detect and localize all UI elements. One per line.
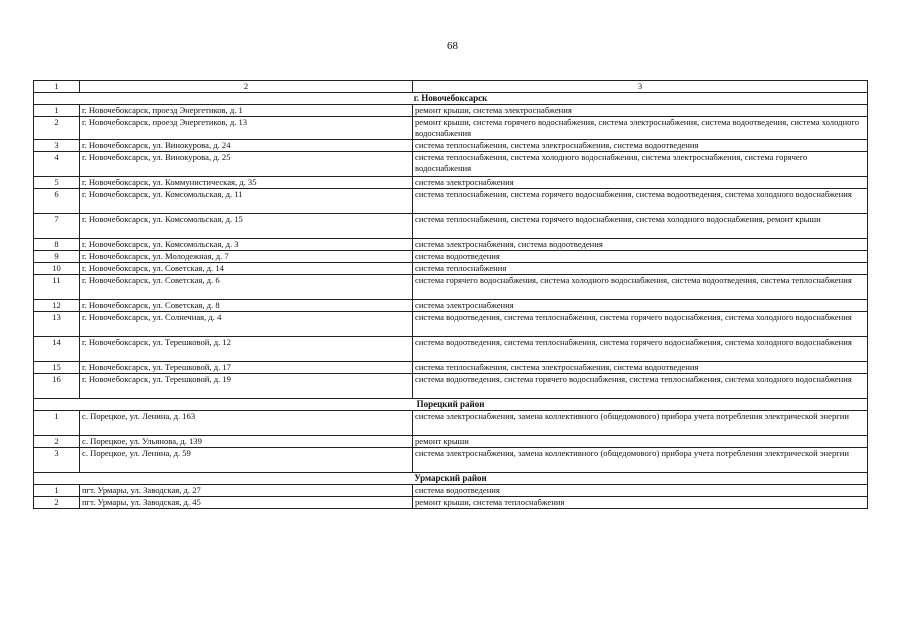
row-address: г. Новочебоксарск, ул. Комсомольская, д. 11	[80, 189, 413, 214]
header-cell-1: 1	[34, 81, 80, 93]
row-works: система теплоснабжения, система электроснабжения, система водоотведения	[413, 140, 868, 152]
table-row	[34, 214, 868, 239]
table-row	[34, 275, 868, 300]
row-number: 14	[34, 337, 80, 362]
row-address: г. Новочебоксарск, ул. Терешковой, д. 12	[80, 337, 413, 362]
table-row	[34, 239, 868, 251]
row-works: система водоотведения	[413, 485, 868, 497]
row-number: 15	[34, 362, 80, 374]
table-row	[34, 485, 868, 497]
row-works: ремонт крыши, система теплоснабжения	[413, 497, 868, 509]
row-works: система водоотведения, система теплоснабжения, система горячего водоснабжения, система холодного водоснабжения	[413, 312, 868, 337]
row-number: 4	[34, 152, 80, 177]
section-title: г. Новочебоксарск	[34, 93, 868, 105]
row-number: 13	[34, 312, 80, 337]
row-address: г. Новочебоксарск, ул. Комсомольская, д. 3	[80, 239, 413, 251]
row-number: 16	[34, 374, 80, 399]
row-number: 7	[34, 214, 80, 239]
row-address: г. Новочебоксарск, ул. Советская, д. 14	[80, 263, 413, 275]
row-number: 11	[34, 275, 80, 300]
row-works: система теплоснабжения	[413, 263, 868, 275]
table-row	[34, 312, 868, 337]
section-title: Порецкий район	[34, 399, 868, 411]
row-address: г. Новочебоксарск, ул. Коммунистическая, д. 35	[80, 177, 413, 189]
row-address: г. Новочебоксарск, ул. Комсомольская, д. 15	[80, 214, 413, 239]
row-address: пгт. Урмары, ул. Заводская, д. 27	[80, 485, 413, 497]
row-address: пгт. Урмары, ул. Заводская, д. 45	[80, 497, 413, 509]
table-row	[34, 448, 868, 473]
row-works: система водоотведения, система теплоснабжения, система горячего водоснабжения, система холодного водоснабжения	[413, 337, 868, 362]
row-number: 3	[34, 448, 80, 473]
header-cell-2: 2	[80, 81, 413, 93]
row-works: ремонт крыши, система горячего водоснабжения, система электроснабжения, система водоотведения, система холодного водоснабжения	[413, 117, 868, 140]
table-row	[34, 497, 868, 509]
row-address: г. Новочебоксарск, ул. Советская, д. 8	[80, 300, 413, 312]
table-row	[34, 362, 868, 374]
row-number: 1	[34, 485, 80, 497]
row-number: 1	[34, 411, 80, 436]
row-number: 6	[34, 189, 80, 214]
row-address: г. Новочебоксарск, проезд Энергетиков, д. 1	[80, 105, 413, 117]
row-address: г. Новочебоксарск, ул. Терешковой, д. 17	[80, 362, 413, 374]
row-address: г. Новочебоксарск, проезд Энергетиков, д. 13	[80, 117, 413, 140]
row-address: с. Порецкое, ул. Ленина, д. 59	[80, 448, 413, 473]
table-row	[34, 436, 868, 448]
row-address: г. Новочебоксарск, ул. Винокурова, д. 24	[80, 140, 413, 152]
row-number: 2	[34, 436, 80, 448]
row-works: система электроснабжения, замена коллективного (общедомового) прибора учета потребления электрической энергии	[413, 448, 868, 473]
row-address: с. Порецкое, ул. Ульянова, д. 139	[80, 436, 413, 448]
repair-table	[33, 80, 868, 509]
row-number: 2	[34, 497, 80, 509]
row-works: система водоотведения	[413, 251, 868, 263]
table-row	[34, 337, 868, 362]
row-address: г. Новочебоксарск, ул. Солнечная, д. 4	[80, 312, 413, 337]
row-works: система теплоснабжения, система электроснабжения, система водоотведения	[413, 362, 868, 374]
header-row	[34, 81, 868, 93]
row-works: система горячего водоснабжения, система холодного водоснабжения, система водоотведения, система теплоснабжения	[413, 275, 868, 300]
row-address: с. Порецкое, ул. Ленина, д. 163	[80, 411, 413, 436]
row-works: система электроснабжения, замена коллективного (общедомового) прибора учета потребления электрической энергии	[413, 411, 868, 436]
row-number: 5	[34, 177, 80, 189]
row-works: система теплоснабжения, система горячего водоснабжения, система холодного водоснабжения, ремонт крыши	[413, 214, 868, 239]
row-works: система теплоснабжения, система горячего водоснабжения, система водоотведения, система холодного водоснабжения	[413, 189, 868, 214]
row-number: 9	[34, 251, 80, 263]
section-title: Урмарский район	[34, 473, 868, 485]
row-number: 12	[34, 300, 80, 312]
row-works: система электроснабжения	[413, 177, 868, 189]
header-cell-3: 3	[413, 81, 868, 93]
row-works: ремонт крыши	[413, 436, 868, 448]
row-works: система водоотведения, система горячего водоснабжения, система теплоснабжения, система холодного водоснабжения	[413, 374, 868, 399]
table-row	[34, 374, 868, 399]
row-number: 3	[34, 140, 80, 152]
row-address: г. Новочебоксарск, ул. Терешковой, д. 19	[80, 374, 413, 399]
row-works: система электроснабжения	[413, 300, 868, 312]
row-works: система электроснабжения, система водоотведения	[413, 239, 868, 251]
row-works: ремонт крыши, система электроснабжения	[413, 105, 868, 117]
row-number: 1	[34, 105, 80, 117]
table-row	[34, 105, 868, 117]
row-number: 10	[34, 263, 80, 275]
table-row	[34, 177, 868, 189]
row-address: г. Новочебоксарск, ул. Винокурова, д. 25	[80, 152, 413, 177]
table-row	[34, 189, 868, 214]
row-number: 2	[34, 117, 80, 140]
row-address: г. Новочебоксарск, ул. Советская, д. 6	[80, 275, 413, 300]
row-address: г. Новочебоксарск, ул. Молодежная, д. 7	[80, 251, 413, 263]
table-row	[34, 251, 868, 263]
row-works: система теплоснабжения, система холодного водоснабжения, система электроснабжения, система горячего водоснабжения	[413, 152, 868, 177]
table-row	[34, 140, 868, 152]
row-number: 8	[34, 239, 80, 251]
table-row	[34, 152, 868, 177]
page-number: 68	[447, 40, 458, 52]
table-row	[34, 300, 868, 312]
table-row	[34, 411, 868, 436]
table-row	[34, 117, 868, 140]
table-row	[34, 263, 868, 275]
